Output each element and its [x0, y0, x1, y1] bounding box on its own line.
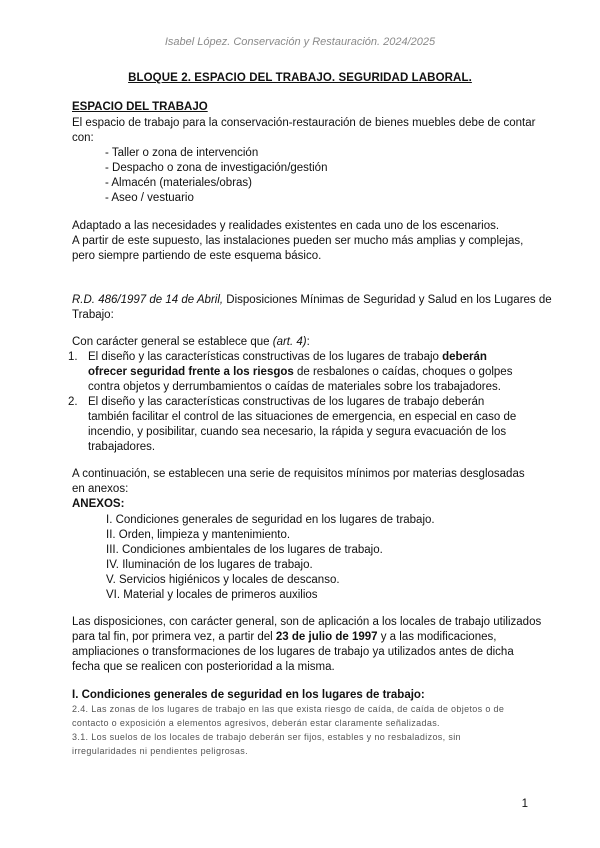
- section-I-text: 3.1. Los suelos de los locales de trabajo deberán ser fijos, estables y no resbaladizos, sin: [72, 732, 461, 742]
- item-number: 2.: [68, 396, 78, 408]
- general-colon: :: [306, 336, 310, 348]
- annex-item: I. Condiciones generales de seguridad en los lugares de trabajo.: [106, 514, 435, 526]
- list-item: - Almacén (materiales/obras): [105, 177, 252, 189]
- item-text: El diseño y las características constructivas de los lugares de trabajo: [88, 351, 443, 363]
- list-item: - Aseo / vestuario: [105, 192, 194, 204]
- page-header: Isabel López. Conservación y Restauración. 2024/2025: [164, 36, 436, 48]
- article-ref: (art. 4): [272, 336, 307, 348]
- page-number: 1: [521, 798, 528, 810]
- section-I-text: contacto o exposición a elementos agresivos, deberán estar claramente señalizadas.: [72, 718, 440, 728]
- item-number: 1.: [68, 351, 78, 363]
- general-text: Con carácter general se establece que: [72, 336, 273, 348]
- general-line: [72, 335, 310, 350]
- section-I-text: irregularidades ni pendientes peligrosas.: [72, 746, 248, 756]
- dispositions-line: Las disposiciones, con carácter general, son de aplicación a los locales de trabajo utilizados: [72, 616, 542, 628]
- annex-item: IV. Iluminación de los lugares de trabajo.: [106, 559, 313, 571]
- paragraph-line: pero siempre partiendo de este esquema básico.: [72, 250, 322, 262]
- dispositions-line: fecha que se realicen con posterioridad a la misma.: [72, 661, 335, 673]
- numbered-item-1-line: [88, 365, 512, 380]
- item-text: El diseño y las características constructivas de los lugares de trabajo deberán: [88, 396, 485, 408]
- annexes-intro-line: A continuación, se establecen una serie de requisitos mínimos por materias desglosadas: [72, 468, 525, 480]
- rd-text: Disposiciones Mínimas de Seguridad y Salud en los Lugares de: [223, 294, 552, 306]
- annexes-heading: ANEXOS:: [72, 498, 125, 510]
- dispositions-date: 23 de julio de 1997: [275, 631, 378, 643]
- list-item: - Taller o zona de intervención: [105, 147, 259, 159]
- annexes-intro-line: en anexos:: [72, 483, 129, 495]
- annex-item: V. Servicios higiénicos y locales de descanso.: [106, 574, 340, 586]
- paragraph-line: A partir de este supuesto, las instalaciones pueden ser mucho más amplias y complejas,: [72, 235, 524, 247]
- dispositions-text: y a las modificaciones,: [377, 631, 497, 643]
- numbered-item-2-line: incendio, y posibilitar, cuando sea necesario, la rápida y segura evacuación de los: [88, 426, 507, 438]
- item-bold-text: ofrecer seguridad frente a los riesgos: [88, 366, 294, 378]
- numbered-item-2: [68, 395, 485, 410]
- intro-line: El espacio de trabajo para la conservación-restauración de bienes muebles debe de contar: [72, 117, 536, 129]
- dispositions-line: [72, 630, 496, 645]
- annex-item: III. Condiciones ambientales de los lugares de trabajo.: [106, 544, 383, 556]
- numbered-item-2-line: también facilitar el control de las situaciones de emergencia, en especial en caso de: [88, 411, 517, 423]
- annex-item: II. Orden, limpieza y mantenimiento.: [106, 529, 291, 541]
- section-heading-espacio: ESPACIO DEL TRABAJO: [72, 101, 208, 113]
- numbered-item-1: [68, 350, 487, 365]
- dispositions-line: ampliaciones o transformaciones de los lugares de trabajo ya utilizados antes de dicha: [72, 646, 514, 658]
- numbered-item-2-line: trabajadores.: [88, 441, 156, 453]
- item-text: de resbalones o caídas, choques o golpes: [293, 366, 513, 378]
- numbered-item-1-line: contra objetos y derrumbamientos o caídas de materiales sobre los trabajadores.: [88, 381, 501, 393]
- item-bold-text: deberán: [442, 351, 487, 363]
- document-title: BLOQUE 2. ESPACIO DEL TRABAJO. SEGURIDAD LABORAL.: [128, 72, 472, 84]
- rd-text-line: Trabajo:: [72, 309, 114, 321]
- intro-line: con:: [72, 132, 94, 144]
- rd-reference-line: [72, 293, 552, 308]
- dispositions-text: para tal fin, por primera vez, a partir del: [72, 631, 276, 643]
- paragraph-line: Adaptado a las necesidades y realidades existentes en cada uno de los escenarios.: [72, 220, 500, 232]
- list-item: - Despacho o zona de investigación/gestión: [105, 162, 328, 174]
- rd-reference: R.D. 486/1997 de 14 de Abril,: [72, 294, 224, 306]
- annex-item: VI. Material y locales de primeros auxilios: [106, 589, 318, 601]
- section-I-heading: I. Condiciones generales de seguridad en los lugares de trabajo:: [72, 689, 425, 701]
- section-I-text: 2.4. Las zonas de los lugares de trabajo en las que exista riesgo de caída, de caída de objetos o de: [72, 704, 505, 714]
